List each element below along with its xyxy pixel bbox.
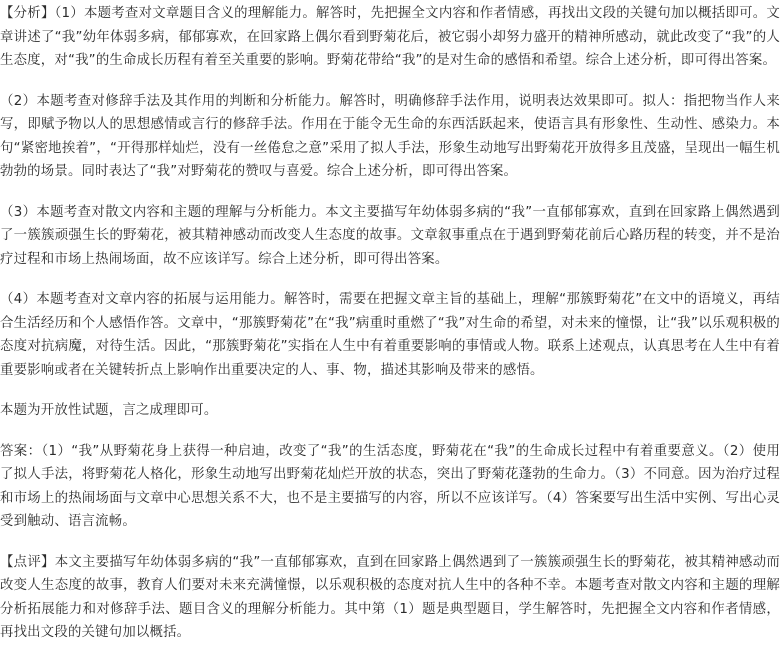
comment-paragraph: 【点评】本文主要描写年幼体弱多病的“我”一直郁郁寡欢，直到在回家路上偶然遇到了一簇簇顽强生长的野菊花，被其精神感动而改变人生态度的故事，教育人们要对未来充满憧憬，以乐观积极的态度对抗人生中的各种不幸。本题考查对散文内容和主题的理解分析拓展能力和对修辞手法、题目含义的理解分析能力。其中第（1）题是典型题目，学生解答时，先把握全文内容和作者情感，再找出文段的关键句加以概括。 bbox=[0, 554, 780, 640]
analysis-paragraph-1: 【分析】（1）本题考查对文章题目含义的理解能力。解答时，先把握全文内容和作者情感，再找出文段的关键句加以概括即可。文章讲述了“我”幼年体弱多病，郁郁寡欢，在回家路上偶尔看到野菊花后，被它弱小却努力盛开的精神所感动，就此改变了“我”的人生态度，对“我”的生命成长历程有着至关重要的影响。野菊花带给“我”的是对生命的感悟和希望。综合上述分析，即可得出答案。 bbox=[0, 6, 780, 68]
answer-paragraph: 答案：（1）“我”从野菊花身上获得一种启迪，改变了“我”的生活态度，野菊花在“我”的生命成长过程中有着重要意义。（2）使用了拟人手法，将野菊花人格化，形象生动地写出野菊花灿烂开放的状态，突出了野菊花蓬勃的生命力。（3）不同意。因为治疗过程和市场上的热闹场面与文章中心思想关系不大，也不是主要描写的内容，所以不应该详写。（4）答案要写出生活中实例、写出心灵受到触动、语言流畅。 bbox=[0, 443, 780, 529]
analysis-paragraph-3: （3）本题考查对散文内容和主题的理解与分析能力。本文主要描写年幼体弱多病的“我”一直郁郁寡欢，直到在回家路上偶然遇到了一簇簇顽强生长的野菊花，被其精神感动而改变人生态度的故事。文章叙事重点在于遇到野菊花前后心路历程的转变，并不是治疗过程和市场上热闹场面，故不应该详写。综合上述分析，即可得出答案。 bbox=[0, 204, 780, 267]
analysis-paragraph-5: 本题为开放性试题，言之成理即可。 bbox=[0, 403, 218, 418]
analysis-paragraph-4: （4）本题考查对文章内容的拓展与运用能力。解答时，需要在把握文章主旨的基础上，理解“那簇野菊花”在文中的语境义，再结合生活经历和个人感悟作答。文章中，“那簇野菊花”在“我”病重时重燃了“我”对生命的希望，对未来的憧憬，让“我”以乐观积极的态度对抗病魔，对待生活。因此，“那簇野菊花”实指在人生中有着重要影响的事情或人物。联系上述观点，认真思考在人生中有着重要影响或者在关键转折点上影响作出重要决定的人、事、物，描述其影响及带来的感悟。 bbox=[0, 292, 780, 378]
analysis-paragraph-2: （2）本题考查对修辞手法及其作用的判断和分析能力。解答时，明确修辞手法作用，说明表达效果即可。拟人：指把物当作人来写，即赋予物以人的思想感情或言行的修辞手法。作用在于能令无生命的东西活跃起来，使语言具有形象性、生动性、感染力。本句“紧密地挨着”，“开得那样灿烂，没有一丝倦怠之意”采用了拟人手法，形象生动地写出野菊花开放得多且茂盛，呈现出一幅生机勃勃的场景。同时表达了“我”对野菊花的赞叹与喜爱。综合上述分析，即可得出答案。 bbox=[0, 93, 780, 179]
